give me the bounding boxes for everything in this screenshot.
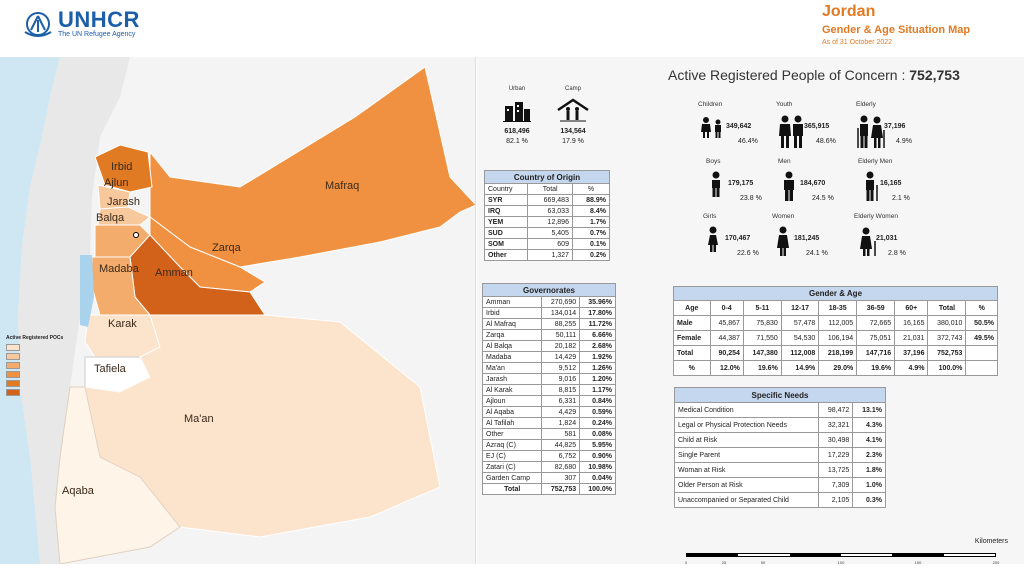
org-name: UNHCR — [58, 7, 140, 32]
gender-age-cell: 100.0% — [928, 361, 966, 376]
gender-age-cell: 752,753 — [928, 346, 966, 361]
governorate-total: 581 — [542, 429, 580, 440]
table-row — [483, 418, 616, 429]
header — [0, 0, 1024, 48]
table-row — [483, 473, 616, 484]
map-label-madaba: Madaba — [99, 263, 139, 275]
gender-age-cell: 37,196 — [895, 346, 928, 361]
legend-row — [6, 379, 86, 388]
demo-label-youth: Youth — [776, 101, 793, 108]
gender-age-cell: 45,867 — [710, 316, 743, 331]
table-row — [674, 331, 998, 346]
legend-swatch — [6, 389, 20, 396]
demo-value-elderly: 37,196 — [884, 123, 906, 130]
governorate-name: Al Tafilah — [483, 418, 542, 429]
table-row — [485, 228, 610, 239]
governorate-name: EJ (C) — [483, 451, 542, 462]
governorate-total: 50,111 — [542, 330, 580, 341]
gender-age-cell: 54,530 — [781, 331, 818, 346]
country-code: Other — [485, 250, 528, 261]
governorate-total: 20,182 — [542, 341, 580, 352]
gender-age-cell: 71,550 — [743, 331, 781, 346]
need-pct: 2.3% — [853, 448, 886, 463]
governorate-total: 88,255 — [542, 319, 580, 330]
table-row — [483, 374, 616, 385]
country-pct: 8.4% — [572, 206, 609, 217]
country-total: 5,405 — [528, 228, 573, 239]
table-row — [675, 463, 886, 478]
table-row — [483, 429, 616, 440]
urban-value: 618,496 — [504, 128, 530, 135]
country-pct: 88.9% — [572, 195, 609, 206]
unhcr-emblem-icon — [22, 10, 54, 38]
governorate-pct: 1.26% — [580, 363, 616, 374]
table-header-row — [674, 301, 998, 316]
governorates-table-title: Governorates — [483, 284, 616, 297]
gender-age-cell: 218,199 — [819, 346, 857, 361]
governorate-pct: 35.96% — [580, 297, 616, 308]
gender-age-header: 36-59 — [857, 301, 895, 316]
map-label-jarash: Jarash — [107, 196, 141, 208]
need-pct: 13.1% — [853, 403, 886, 418]
gender-age-cell: 106,194 — [819, 331, 857, 346]
need-pct: 4.3% — [853, 418, 886, 433]
gender-age-row-label: Male — [674, 316, 711, 331]
need-total: 7,309 — [818, 478, 853, 493]
governorate-name: Madaba — [483, 352, 542, 363]
governorate-name: Al Karak — [483, 385, 542, 396]
gov-total-value: 752,753 — [542, 484, 580, 495]
country-code: SOM — [485, 239, 528, 250]
table-row — [674, 361, 998, 376]
demo-pct-youth: 48.6% — [816, 138, 836, 145]
man-icon — [782, 171, 796, 206]
gender-age-header: 5-11 — [743, 301, 781, 316]
gender-age-cell: 44,387 — [710, 331, 743, 346]
table-row — [483, 352, 616, 363]
governorate-name: Jarash — [483, 374, 542, 385]
country-total: 669,483 — [528, 195, 573, 206]
demo-pct-girls: 22.6 % — [737, 250, 759, 257]
region-mafraq — [150, 67, 476, 267]
elderly-icon — [856, 114, 886, 153]
demo-value-girls: 170,467 — [725, 235, 751, 242]
governorate-pct: 0.59% — [580, 407, 616, 418]
governorate-pct: 5.95% — [580, 440, 616, 451]
headline — [668, 67, 960, 83]
gender-age-cell: 72,665 — [857, 316, 895, 331]
demo-label-women: Women — [772, 213, 795, 220]
governorate-total: 6,331 — [542, 396, 580, 407]
demo-label-elderly-men: Elderly Men — [858, 158, 893, 165]
table-row — [483, 341, 616, 352]
table-row — [675, 448, 886, 463]
demo-pct-women: 24.1 % — [806, 250, 828, 257]
gender-age-cell: 29.0% — [819, 361, 857, 376]
governorate-name: Al Mafraq — [483, 319, 542, 330]
need-pct: 0.3% — [853, 493, 886, 508]
governorate-pct: 1.92% — [580, 352, 616, 363]
table-row — [483, 396, 616, 407]
governorate-name: Irbid — [483, 308, 542, 319]
country-header-total: Total — [528, 184, 573, 195]
governorate-total: 270,690 — [542, 297, 580, 308]
demo-label-children: Children — [698, 101, 723, 108]
tent-icon — [546, 96, 600, 122]
table-row — [485, 195, 610, 206]
scale-tick-label: 200 — [992, 560, 1000, 565]
map-label-ajlun: Ajlun — [104, 177, 129, 189]
country-pct: 1.7% — [572, 217, 609, 228]
scale-tick-label: 100 — [837, 560, 845, 565]
map-label-irbid: Irbid — [111, 161, 133, 173]
map-label-aqaba: Aqaba — [62, 485, 94, 497]
governorates-table — [482, 283, 616, 495]
demo-value-women: 181,245 — [794, 235, 820, 242]
gender-age-header: 60+ — [895, 301, 928, 316]
gender-age-cell: 49.5% — [966, 331, 998, 346]
governorate-name: Al Balqa — [483, 341, 542, 352]
gender-age-cell: 112,008 — [781, 346, 818, 361]
gender-age-cell: 19.6% — [857, 361, 895, 376]
need-name: Child at Risk — [675, 433, 819, 448]
urban-label: Urban — [508, 86, 526, 92]
gender-age-header: 0-4 — [710, 301, 743, 316]
need-total: 2,105 — [818, 493, 853, 508]
scale-bar-graphic — [686, 553, 996, 557]
table-row — [674, 316, 998, 331]
governorate-pct: 1.20% — [580, 374, 616, 385]
need-total: 98,472 — [818, 403, 853, 418]
map-label-tafiela: Tafiela — [94, 363, 126, 375]
scale-tick-label: 50 — [760, 560, 766, 565]
governorate-pct: 0.24% — [580, 418, 616, 429]
governorate-pct: 0.84% — [580, 396, 616, 407]
scale-tick-label: 0 — [684, 560, 688, 565]
governorate-pct: 0.90% — [580, 451, 616, 462]
governorate-name: Amman — [483, 297, 542, 308]
legend-row — [6, 343, 86, 352]
need-pct: 1.8% — [853, 463, 886, 478]
country-code: YEM — [485, 217, 528, 228]
table-row — [485, 217, 610, 228]
country-table-title: Country of Origin — [485, 171, 610, 184]
demo-pct-elderly-men: 2.1 % — [892, 195, 910, 202]
building-icon — [490, 96, 544, 122]
gender-age-cell — [966, 361, 998, 376]
map-legend — [6, 335, 86, 397]
governorate-name: Al Aqaba — [483, 407, 542, 418]
demo-pct-men: 24.5 % — [812, 195, 834, 202]
demo-label-elderly: Elderly — [856, 101, 876, 108]
page-date: As of 31 October 2022 — [822, 39, 893, 46]
country-total: 609 — [528, 239, 573, 250]
governorate-name: Ma'an — [483, 363, 542, 374]
gender-age-header: 12-17 — [781, 301, 818, 316]
country-code: SYR — [485, 195, 528, 206]
demo-pct-elderly: 4.9% — [896, 138, 912, 145]
gender-age-cell: 75,051 — [857, 331, 895, 346]
demo-value-men: 184,670 — [800, 180, 826, 187]
map-label-karak: Karak — [108, 318, 137, 330]
governorate-name: Other — [483, 429, 542, 440]
legend-row — [6, 352, 86, 361]
legend-swatch — [6, 371, 20, 378]
country-header-country: Country — [485, 184, 528, 195]
governorate-pct: 10.98% — [580, 462, 616, 473]
need-name: Older Person at Risk — [675, 478, 819, 493]
governorate-total: 14,429 — [542, 352, 580, 363]
gender-age-cell: 112,005 — [819, 316, 857, 331]
girl-icon — [707, 226, 719, 257]
governorate-total: 44,825 — [542, 440, 580, 451]
governorate-total: 4,429 — [542, 407, 580, 418]
table-row — [485, 239, 610, 250]
gender-age-row-label: Total — [674, 346, 711, 361]
governorate-pct: 2.68% — [580, 341, 616, 352]
urban-pct: 82.1 % — [506, 138, 528, 145]
need-total: 13,725 — [818, 463, 853, 478]
demo-value-elderly-women: 21,031 — [876, 235, 898, 242]
scale-tick-label: 25 — [721, 560, 727, 565]
legend-swatch — [6, 344, 20, 351]
governorate-pct: 11.72% — [580, 319, 616, 330]
camp-block — [546, 86, 600, 145]
headline-label: Active Registered People of Concern : — [668, 67, 906, 83]
map-panel — [0, 57, 476, 564]
country-code: SUD — [485, 228, 528, 239]
country-header-pct: % — [572, 184, 609, 195]
demo-pct-children: 46.4% — [738, 138, 758, 145]
governorate-total: 9,512 — [542, 363, 580, 374]
need-name: Woman at Risk — [675, 463, 819, 478]
gender-age-title: Gender & Age — [674, 287, 998, 301]
need-name: Legal or Physical Protection Needs — [675, 418, 819, 433]
governorate-name: Garden Camp — [483, 473, 542, 484]
demo-value-youth: 365,915 — [804, 123, 830, 130]
gender-age-header: 18-35 — [819, 301, 857, 316]
governorate-total: 134,014 — [542, 308, 580, 319]
gov-total-pct: 100.0% — [580, 484, 616, 495]
gender-age-header: Total — [928, 301, 966, 316]
gender-age-cell: 4.9% — [895, 361, 928, 376]
demo-label-men: Men — [778, 158, 791, 165]
country-pct: 0.2% — [572, 250, 609, 261]
country-total: 63,033 — [528, 206, 573, 217]
map-label-zarqa: Zarqa — [212, 242, 241, 254]
demo-label-elderly-women: Elderly Women — [854, 213, 898, 220]
gender-age-cell: 57,478 — [781, 316, 818, 331]
headline-total: 752,753 — [909, 67, 960, 83]
governorate-name: Zatari (C) — [483, 462, 542, 473]
need-total: 30,498 — [818, 433, 853, 448]
governorate-total: 82,680 — [542, 462, 580, 473]
country-total: 12,896 — [528, 217, 573, 228]
map-label-mafraq: Mafraq — [325, 180, 360, 192]
specific-needs-title: Specific Needs — [675, 388, 886, 403]
legend-swatch — [6, 380, 20, 387]
table-row — [675, 493, 886, 508]
gender-age-table — [673, 286, 998, 376]
table-row — [483, 440, 616, 451]
governorate-total: 307 — [542, 473, 580, 484]
governorate-total: 1,824 — [542, 418, 580, 429]
governorate-name: Zarqa — [483, 330, 542, 341]
woman-icon — [776, 226, 790, 261]
table-row — [483, 385, 616, 396]
children-icon — [698, 114, 726, 143]
need-pct: 1.0% — [853, 478, 886, 493]
table-row — [675, 478, 886, 493]
demo-label-girls: Girls — [703, 213, 717, 220]
gender-age-row-label: % — [674, 361, 711, 376]
governorate-pct: 17.80% — [580, 308, 616, 319]
table-row — [675, 403, 886, 418]
gender-age-header: % — [966, 301, 998, 316]
governorate-total: 8,815 — [542, 385, 580, 396]
table-row — [675, 433, 886, 448]
camp-label: Camp — [564, 86, 581, 92]
need-total: 17,229 — [818, 448, 853, 463]
urban-block — [490, 86, 544, 145]
gender-age-cell: 21,031 — [895, 331, 928, 346]
table-row — [483, 462, 616, 473]
table-row — [483, 297, 616, 308]
demo-pct-elderly-women: 2.8 % — [888, 250, 906, 257]
page-title: Jordan — [822, 3, 876, 20]
unhcr-logo — [22, 7, 140, 38]
need-pct: 4.1% — [853, 433, 886, 448]
specific-needs-table — [674, 387, 886, 508]
country-pct: 0.7% — [572, 228, 609, 239]
gender-age-cell: 90,254 — [710, 346, 743, 361]
gender-age-cell: 16,165 — [895, 316, 928, 331]
demo-label-boys: Boys — [706, 158, 721, 165]
country-code: IRQ — [485, 206, 528, 217]
governorate-total: 9,016 — [542, 374, 580, 385]
gender-age-cell: 372,743 — [928, 331, 966, 346]
gender-age-cell: 14.9% — [781, 361, 818, 376]
youth-icon — [776, 114, 806, 153]
legend-title: Active Registered POCs — [6, 335, 64, 341]
governorate-name: Azraq (C) — [483, 440, 542, 451]
elderly-man-icon — [862, 171, 880, 206]
camp-pct: 17.9 % — [562, 138, 584, 145]
legend-row — [6, 361, 86, 370]
table-row — [485, 250, 610, 261]
country-of-origin-table — [484, 170, 610, 261]
table-row — [483, 330, 616, 341]
country-total: 1,327 — [528, 250, 573, 261]
governorate-pct: 0.08% — [580, 429, 616, 440]
governorate-total: 6,752 — [542, 451, 580, 462]
demo-value-children: 349,642 — [726, 123, 752, 130]
gender-age-header: Age — [674, 301, 711, 316]
gender-age-cell: 19.6% — [743, 361, 781, 376]
governorate-name: Ajloun — [483, 396, 542, 407]
table-row — [675, 418, 886, 433]
country-pct: 0.1% — [572, 239, 609, 250]
title-block — [822, 3, 970, 46]
boy-icon — [710, 171, 722, 202]
governorate-pct: 6.66% — [580, 330, 616, 341]
need-total: 32,321 — [818, 418, 853, 433]
capital-marker-icon — [134, 233, 139, 238]
governorate-pct: 0.04% — [580, 473, 616, 484]
legend-swatch — [6, 362, 20, 369]
legend-row — [6, 388, 86, 397]
demo-value-boys: 179,175 — [728, 180, 754, 187]
table-row — [483, 407, 616, 418]
governorate-pct: 1.17% — [580, 385, 616, 396]
org-subtitle: The UN Refugee Agency — [58, 31, 136, 38]
scale-tick-label: 150 — [914, 560, 922, 565]
table-row — [485, 206, 610, 217]
gender-age-cell: 75,830 — [743, 316, 781, 331]
gender-age-cell: 147,380 — [743, 346, 781, 361]
legend-row — [6, 370, 86, 379]
camp-value: 134,564 — [560, 128, 586, 135]
table-row — [483, 363, 616, 374]
gender-age-cell: 380,010 — [928, 316, 966, 331]
scale-bar — [684, 538, 1016, 571]
gov-total-label: Total — [483, 484, 542, 495]
gender-age-cell: 147,716 — [857, 346, 895, 361]
page-subtitle: Gender & Age Situation Map — [822, 24, 971, 36]
demo-pct-boys: 23.8 % — [740, 195, 762, 202]
elderly-woman-icon — [858, 226, 878, 261]
demo-value-elderly-men: 16,165 — [880, 180, 902, 187]
legend-swatch — [6, 353, 20, 360]
map-label-maan: Ma'an — [184, 413, 214, 425]
table-row — [483, 451, 616, 462]
gender-age-cell — [966, 346, 998, 361]
table-row — [483, 308, 616, 319]
map-label-balqa: Balqa — [96, 212, 125, 224]
need-name: Medical Condition — [675, 403, 819, 418]
scale-title: Kilometers — [974, 538, 1008, 545]
gender-age-row-label: Female — [674, 331, 711, 346]
need-name: Single Parent — [675, 448, 819, 463]
gender-age-cell: 12.0% — [710, 361, 743, 376]
table-row — [483, 319, 616, 330]
map-label-amman: Amman — [155, 267, 193, 279]
table-row — [674, 346, 998, 361]
gender-age-cell: 50.5% — [966, 316, 998, 331]
need-name: Unaccompanied or Separated Child — [675, 493, 819, 508]
